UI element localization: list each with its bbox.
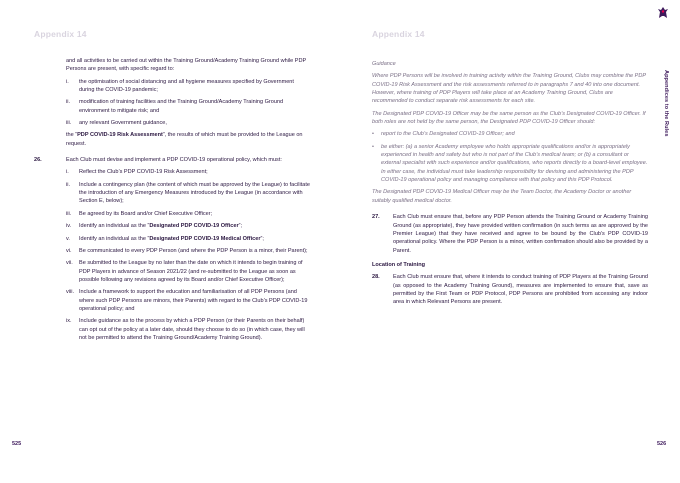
list-item: i. the optimisation of social distancing and all hygiene measures specified by Government during the COVID-19 pandemic; [66, 78, 294, 94]
clause-28: 28. Each Club must ensure that, where it intends to conduct training of PDP Players at the Training Ground (as opposed to the Academy Training Ground), measures are implemented to ensure that, save as permitted by the First Team or PDP Protocol, PDP Persons are prohibited from accessing any indoor area in which Relevant Persons are present. [372, 274, 648, 306]
list-item: iii. Be agreed by its Board and/or Chief Executive Officer; [66, 210, 213, 217]
bullet-icon: • [372, 143, 374, 150]
bullet-icon: • [372, 131, 374, 138]
intro-paragraph: and all activities to be carried out within the Training Ground/Academy Training Ground while PDP Persons are present, with specific regard to: [66, 58, 307, 73]
right-page-header: Appendix 14 [372, 29, 425, 39]
list-item: iii. any relevant Government guidance, [66, 120, 167, 127]
list-item: vi. Be communicated to every PDP Person (and where the PDP Person is a minor, their Parent); [66, 247, 308, 254]
premier-league-lion-icon [656, 6, 670, 20]
clause-27: 27. Each Club must ensure that, before any PDP Person attends the Training Ground or Academy Training Ground (as appropriate), they have provided written confirmation (in such terms as are approved by the Premier League) that they have received and agree to be bound by the Club’s PDP COVID-19 operational policy. Where the PDP Person is a minor, written confirmation should also be provided by a Parent. [372, 214, 648, 254]
left-column [34, 57, 310, 342]
list-item: viii. Include a framework to support the education and familiarisation of all PDP Persons (and where such PDP Persons are minors, their Parents) with regard to the Club’s PDP COVID-19 operational policy; and [66, 289, 308, 312]
list-item: vii. Be submitted to the League by no later than the date on which it intends to begin training of PDP Players in advance of Season 2021/22 (and re-submitted to the League as soon as possible following any revisions agreed by its Board and/or Chief Executive Officer); [66, 260, 303, 283]
left-page-header: Appendix 14 [34, 29, 87, 39]
list-item: v. Identify an individual as the “Designated PDP COVID-19 Medical Officer”; [66, 235, 264, 242]
guidance-bullet: • be either: (a) a senior Academy employee who holds appropriate qualifications and/or is appropriately experienced in health and safety but who is not part of the Club’s medical team; or (b) a consultant or external specialist with such experience and/or qualifications, who reports directly to a board-level employee. In either case, the individual must take leadership responsibility for devising and administering the PDP COVID-19 operational policy and managing compliance with that policy and this PDP Protocol. [372, 143, 648, 184]
side-tab-label: Appendices to the Rules [663, 70, 669, 137]
clause-26: 26. Each Club must devise and implement a PDP COVID-19 operational policy, which must: [34, 157, 282, 164]
list-item: ix. Include guidance as to the process by which a PDP Person (or their Parents on their behalf) can opt out of the policy at a later date, should they choose to do so (in which case, they will not be permitted to attend the Training Ground/Academy Training Ground). [66, 318, 305, 341]
section-heading: Location of Training [372, 261, 426, 268]
list-item: ii. Include a contingency plan (the content of which must be approved by the League) to facilitate the introduction of any Emergency Measures introduced by the League (in accordance with Section E, below); [66, 181, 310, 205]
risk-assessment-definition: the “PDP COVID-19 Risk Assessment”, the results of which must be provided to the League on request. [66, 132, 303, 147]
guidance-heading: Guidance [372, 61, 396, 67]
list-item: iv. Identify an individual as the “Designated PDP COVID-19 Officer”; [66, 223, 242, 230]
guidance-paragraph: Where PDP Persons will be involved in training activity within the Training Ground, Clubs may combine the PDP COVID-19 Risk Assessment and the risk assessments referred to in paragraphs 7 and 40 into one document. However, where training of PDP Players will take place at an Academy Training Ground, Clubs are recommended to conduct separate risk assessments for each site. [372, 73, 646, 105]
list-item: ii. modification of training facilities and the Training Ground/Academy Training Ground environment to mitigate risk; and [66, 99, 284, 114]
guidance-paragraph: The Designated PDP COVID-19 Officer may be the same person as the Club’s Designated COVID-19 Officer. If both roles are not held by the same person, the Designated PDP COVID-19 Officer should: [372, 110, 646, 126]
left-page-number: 525 [12, 441, 22, 447]
list-item: i. Reflect the Club’s PDP COVID-19 Risk Assessment; [66, 169, 208, 176]
guidance-paragraph: The Designated PDP COVID-19 Medical Officer may be the Team Doctor, the Academy Doctor or another suitably qualified medical doctor. [372, 189, 632, 204]
guidance-bullet: • report to the Club’s Designated COVID-19 Officer; and [372, 131, 515, 138]
right-page-number: 526 [657, 441, 667, 447]
right-column [372, 60, 648, 307]
side-tab [657, 70, 669, 230]
